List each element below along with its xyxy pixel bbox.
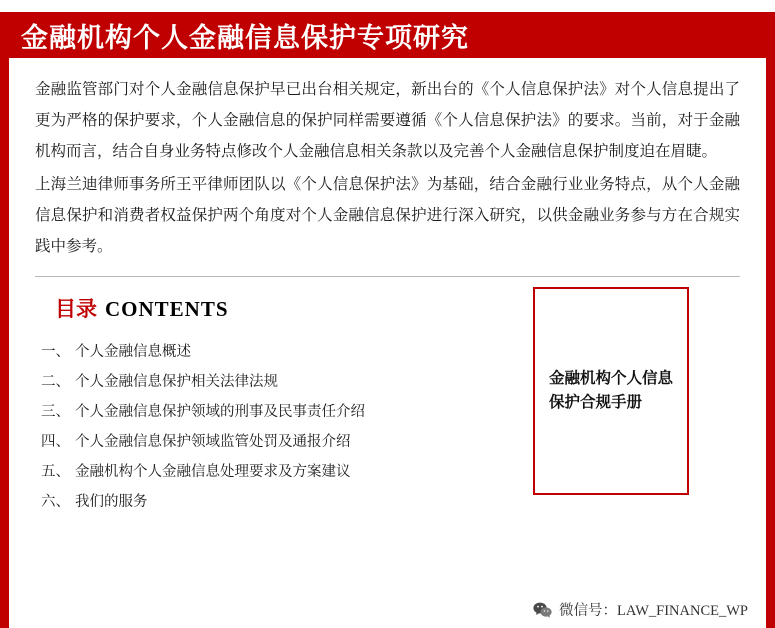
wechat-id-text: 微信号：LAW_FINANCE_WP — [559, 603, 748, 619]
toc-item-label: 个人金融信息保护相关法律法规 — [75, 374, 278, 390]
slide-page — [0, 12, 775, 628]
contents-heading-en: CONTENTS — [105, 297, 229, 321]
contents-section — [9, 277, 766, 517]
page-title: 金融机构个人金融信息保护专项研究 — [21, 22, 469, 53]
toc-item-label: 我们的服务 — [75, 494, 148, 510]
toc-item-number: 六、 — [41, 494, 70, 510]
wechat-icon — [533, 602, 552, 618]
toc-item-number: 四、 — [41, 434, 70, 450]
toc-item-number: 五、 — [41, 464, 70, 480]
toc-item-label: 个人金融信息概述 — [75, 344, 191, 360]
handbook-title: 金融机构个人信息保护合规手册 — [549, 370, 674, 411]
toc-item-label: 金融机构个人金融信息处理要求及方案建议 — [75, 464, 351, 480]
paragraph-1: 金融监管部门对个人金融信息保护早已出台相关规定，新出台的《个人信息保护法》对个人信息提出了更为严格的保护要求，个人金融信息的保护同样需要遵循《个人信息保护法》的要求。当前，对于金融机构而言，结合自身业务特点修改个人金融信息相关条款以及完善个人金融信息保护制度迫在眉睫。 — [35, 81, 740, 160]
title-band — [9, 12, 766, 58]
intro-text-block — [9, 58, 766, 262]
contents-heading-cn: 目录 — [55, 297, 97, 321]
toc-item-number: 三、 — [41, 404, 70, 420]
toc-item-label: 个人金融信息保护领域的刑事及民事责任介绍 — [75, 404, 365, 420]
toc-item-number: 二、 — [41, 374, 70, 390]
toc-item-label: 个人金融信息保护领域监管处罚及通报介绍 — [75, 434, 351, 450]
handbook-cover — [533, 287, 689, 495]
footer — [533, 599, 748, 620]
toc-item-number: 一、 — [41, 344, 70, 360]
paragraph-2: 上海兰迪律师事务所王平律师团队以《个人信息保护法》为基础，结合金融行业业务特点，从个人金融信息保护和消费者权益保护两个角度对个人金融信息保护进行深入研究，以供金融业务参与方在合规实践中参考。 — [35, 176, 740, 255]
